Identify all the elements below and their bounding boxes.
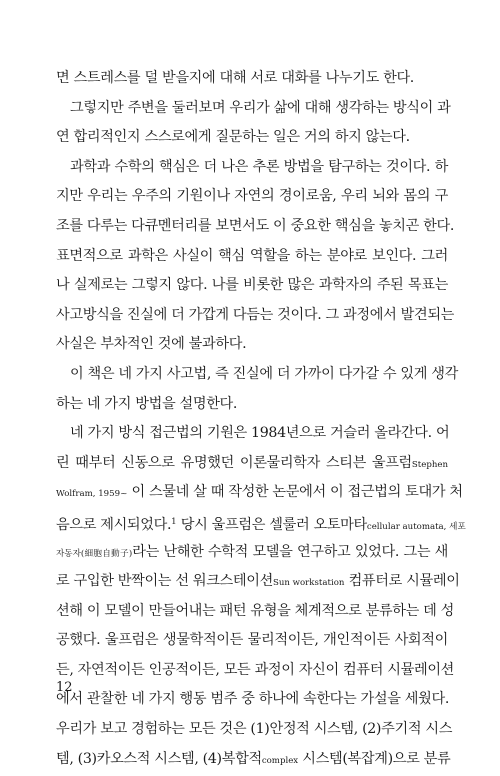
gloss-text: Stephen	[411, 459, 448, 470]
gloss-text: cellular automata, 세포	[366, 521, 466, 532]
text-line: 조를 다루는 다큐멘터리를 보면서도 이 중요한 핵심을 놓치곤 한다.	[56, 217, 455, 234]
text-line: 연 합리적인지 스스로에게 질문하는 일은 거의 하지 않는다.	[56, 129, 410, 146]
text-line: 공했다. 울프럼은 생물학적이든 물리적이든, 개인적이든 사회적이	[56, 632, 448, 649]
text-run: 당시 울프럼은 셀룰러 오토마타	[176, 516, 367, 533]
text-line: 표면적으로 과학은 사실이 핵심 역할을 하는 분야로 보인다. 그러	[56, 247, 448, 264]
text-line: 사고방식을 진실에 더 가깝게 다듬는 것이다. 그 과정에서 발견되는	[56, 306, 455, 323]
text-line	[56, 508, 466, 538]
text-line: 하는 네 가지 방법을 설명한다.	[56, 395, 238, 412]
text-run: 컴퓨터로 시뮬레이	[344, 573, 460, 590]
gloss-text: 자동자(細胞自動子)	[56, 548, 133, 559]
text-line: 네 가지 방식 접근법의 기원은 1984년으로 거슬러 올라간다. 어	[70, 425, 450, 442]
text-line	[56, 478, 463, 508]
text-line: 션해 이 모델이 만들어내는 패턴 유형을 체계적으로 분류하는 데 성	[56, 602, 455, 619]
gloss-text: complex	[261, 755, 299, 766]
text-line: 그렇지만 주변을 둘러보며 우리가 삶에 대해 생각하는 방식이 과	[70, 99, 451, 116]
gloss-text: Sun workstation	[272, 578, 345, 589]
text-line	[56, 449, 448, 479]
text-run: 이 스물네 살 때 작성한 논문에서 이 접근법의 토대가 처	[127, 484, 463, 501]
page-number: 12	[56, 680, 73, 695]
text-line: 나 실제로는 그렇지 않다. 나를 비롯한 많은 과학자의 주된 목표는	[56, 277, 448, 294]
text-line: 든, 자연적이든 인공적이든, 모든 과정이 자신이 컴퓨터 시뮬레이션	[56, 661, 455, 678]
text-line: 과학과 수학의 핵심은 더 나은 추론 방법을 탐구하는 것이다. 하	[70, 158, 448, 175]
text-run: 시스템(복잡계)으로 분류	[298, 750, 451, 767]
text-run: 라는 난해한 수학적 모델을 연구하고 있었다. 그는 새	[132, 543, 448, 560]
text-run: 음으로 제시되었다.	[56, 516, 172, 533]
text-line	[56, 567, 460, 597]
gloss-text: Wolfram, 1959~	[56, 489, 128, 500]
body-text	[56, 64, 466, 774]
text-line	[56, 538, 448, 568]
text-run: 템, (3)카오스적 시스템, (4)복합적	[56, 750, 262, 767]
text-run: 로 구입한 반짝이는 선 워크스테이션	[56, 573, 273, 590]
text-line: 면 스트레스를 덜 받을지에 대해 서로 대화를 나누기도 한다.	[56, 70, 414, 86]
text-line: 지만 우리는 우주의 기원이나 자연의 경이로움, 우리 뇌와 몸의 구	[56, 188, 448, 205]
text-line	[56, 745, 451, 775]
text-line: 우리가 보고 경험하는 모든 것은 (1)안정적 시스템, (2)주기적 시스	[56, 721, 453, 738]
text-line: 이 책은 네 가지 사고법, 즉 진실에 더 가까이 다가갈 수 있게 생각	[70, 365, 458, 382]
text-line: 사실은 부차적인 것에 불과하다.	[56, 336, 247, 353]
footnote-marker: 1	[171, 516, 177, 527]
text-line: 에서 관찰한 네 가지 행동 범주 중 하나에 속한다는 가설을 세웠다.	[56, 691, 449, 708]
text-run: 린 때부터 신동으로 유명했던 이론물리학자 스티븐 울프럼	[56, 454, 412, 471]
